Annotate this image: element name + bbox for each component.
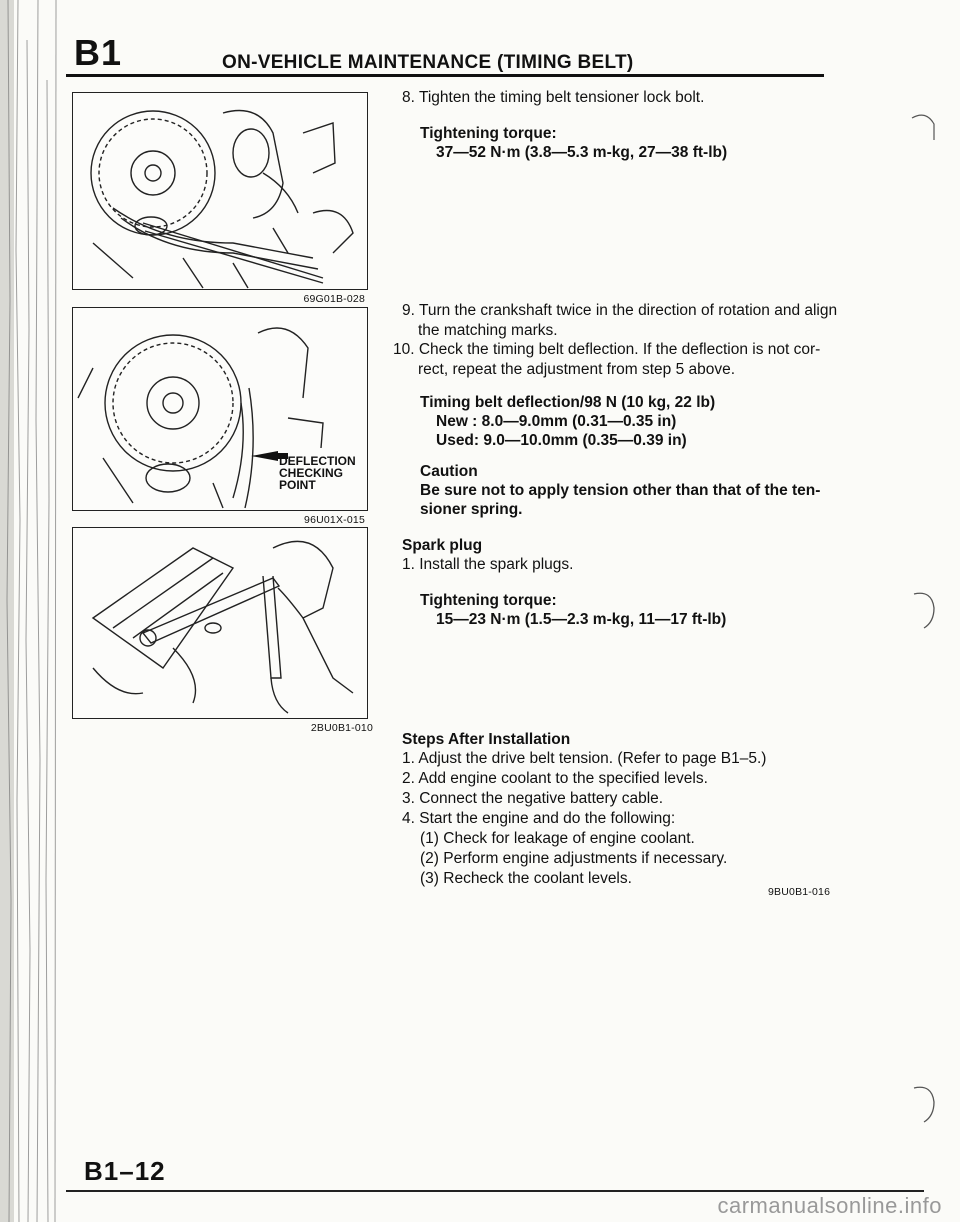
- page-number: B1–12: [84, 1156, 166, 1186]
- label-line-deflection: DEFLECTION: [279, 454, 356, 468]
- page-title: ON-VEHICLE MAINTENANCE (TIMING BELT): [222, 52, 634, 73]
- figure-code: 2BU0B1-010: [310, 722, 373, 734]
- figure-deflection-check: [72, 307, 368, 526]
- spark-plug-torque-title: Tightening torque:: [420, 592, 557, 609]
- punch-hole-mark: [910, 1082, 940, 1126]
- after-install-code: 9BU0B1-016: [768, 886, 831, 898]
- spark-plug-illustration: [73, 528, 367, 718]
- footer-rule: [66, 1190, 924, 1192]
- step-10-line-1: 10. Check the timing belt deflection. If the deflection is not cor-: [393, 341, 821, 358]
- figure-code: 69G01B-028: [303, 293, 365, 305]
- step-8: 8. Tighten the timing belt tensioner lock bolt.: [402, 89, 705, 106]
- figure-code: 96U01X-015: [304, 514, 365, 526]
- after-install-heading: Steps After Installation: [402, 731, 571, 748]
- step-9-line-1: 9. Turn the crankshaft twice in the direction of rotation and align: [402, 302, 838, 319]
- spark-plug-heading: Spark plug: [402, 537, 483, 554]
- deflection-point-label: [279, 455, 356, 491]
- caution-line-2: sioner spring.: [420, 501, 523, 518]
- after-install-item-4: 4. Start the engine and do the following:: [402, 810, 676, 827]
- caution-line-1: Be sure not to apply tension other than that of the ten-: [420, 482, 821, 499]
- punch-hole-mark: [908, 110, 938, 154]
- after-install-subitem-3: (3) Recheck the coolant levels.: [420, 870, 632, 887]
- after-install-item-1: 1. Adjust the drive belt tension. (Refer to page B1–5.): [402, 750, 767, 767]
- caution-title: Caution: [420, 463, 478, 480]
- spark-plug-torque-value: 15—23 N·m (1.5—2.3 m-kg, 11—17 ft-lb): [436, 611, 727, 628]
- tensioner-wrench-illustration: [73, 93, 367, 289]
- deflection-used: Used: 9.0—10.0mm (0.35—0.39 in): [436, 432, 687, 449]
- torque-value: 37—52 N·m (3.8—5.3 m-kg, 27—38 ft-lb): [436, 144, 728, 161]
- deflection-title: Timing belt deflection/98 N (10 kg, 22 lb): [420, 394, 716, 411]
- binding-edge-shadow: [0, 0, 62, 1222]
- header-rule: [66, 74, 824, 77]
- after-install-subitem-1: (1) Check for leakage of engine coolant.: [420, 830, 695, 847]
- spark-plug-step-1: 1. Install the spark plugs.: [402, 556, 574, 573]
- figure-tensioner-wrench: [72, 92, 368, 305]
- step-9-line-2: the matching marks.: [418, 322, 558, 339]
- label-line-checking: CHECKING: [279, 466, 344, 480]
- label-line-point: POINT: [279, 478, 316, 492]
- figure-spark-plug: [72, 527, 373, 734]
- watermark: carmanualsonline.info: [717, 1193, 942, 1218]
- after-install-item-2: 2. Add engine coolant to the specified levels.: [402, 770, 708, 787]
- step-10-line-2: rect, repeat the adjustment from step 5 above.: [418, 361, 736, 378]
- after-install-subitem-2: (2) Perform engine adjustments if necessary.: [420, 850, 728, 867]
- section-code: B1: [74, 32, 123, 73]
- torque-title: Tightening torque:: [420, 125, 557, 142]
- punch-hole-mark: [910, 588, 940, 632]
- after-install-item-3: 3. Connect the negative battery cable.: [402, 790, 664, 807]
- deflection-new: New : 8.0—9.0mm (0.31—0.35 in): [436, 413, 677, 430]
